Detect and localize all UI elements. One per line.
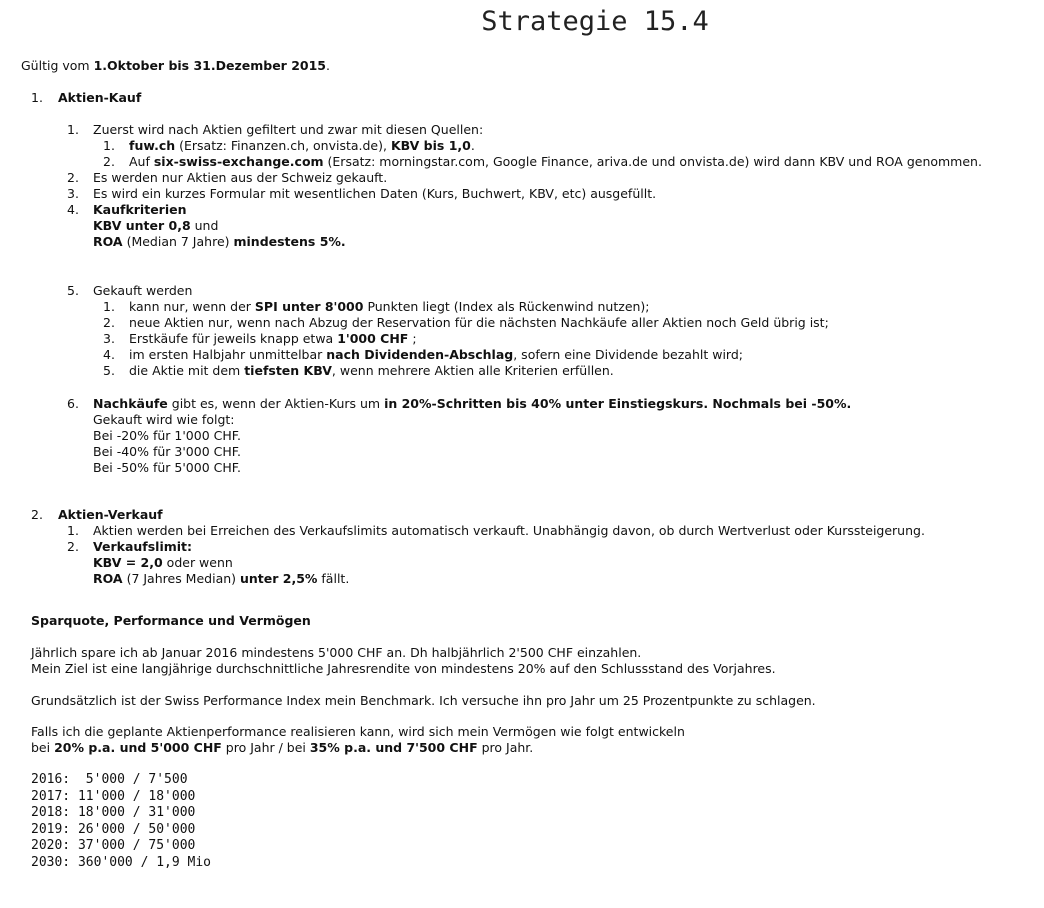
sell-limit-kbv: KBV = 2,0 oder wenn [93, 555, 233, 570]
list-number: 2. [67, 539, 79, 554]
list-number: 5. [67, 283, 79, 298]
page-title: Strategie 15.4 [481, 6, 709, 37]
forecast-row: 2016: 5'000 / 7'500 [31, 772, 188, 787]
list-item-form: Es wird ein kurzes Formular mit wesentlichen Daten (Kurs, Buchwert, KBV, etc) ausgefüllt. [93, 186, 657, 201]
validity-line: Gültig vom 1.Oktober bis 31.Dezember 2015. [21, 58, 330, 73]
list-item-rebuy: Nachkäufe gibt es, wenn der Aktien-Kurs um in 20%-Schritten bis 40% unter Einstiegskurs. Nochmals bei -50%. [93, 396, 852, 411]
section-2-number: 2. [31, 507, 43, 522]
paragraph-forecast-rates: bei 20% p.a. und 5'000 CHF pro Jahr / bei 35% p.a. und 7'500 CHF pro Jahr. [31, 740, 534, 755]
forecast-row: 2020: 37'000 / 75'000 [31, 838, 196, 853]
list-number: 2. [103, 154, 115, 169]
sub-item-lowest-kbv: die Aktie mit dem tiefsten KBV, wenn mehrere Aktien alle Kriterien erfüllen. [129, 363, 614, 378]
forecast-row: 2017: 11'000 / 18'000 [31, 789, 196, 804]
list-number: 1. [67, 523, 79, 538]
list-number: 3. [67, 186, 79, 201]
sub-item-spi: kann nur, wenn der SPI unter 8'000 Punkten liegt (Index als Rückenwind nutzen); [129, 299, 650, 314]
forecast-row: 2019: 26'000 / 50'000 [31, 822, 196, 837]
list-number: 6. [67, 396, 79, 411]
list-number: 1. [103, 299, 115, 314]
paragraph-forecast: Falls ich die geplante Aktienperformance realisieren kann, wird sich mein Vermögen wie folgt entwickeln [31, 724, 685, 739]
sub-item-reservation: neue Aktien nur, wenn nach Abzug der Reservation für die nächsten Nachkäufe aller Aktien noch Geld übrig ist; [129, 315, 829, 330]
list-item-bought: Gekauft werden [93, 283, 193, 298]
rebuy-line: Bei -20% für 1'000 CHF. [93, 428, 241, 443]
section-1-number: 1. [31, 90, 43, 105]
list-item-swiss-only: Es werden nur Aktien aus der Schweiz gekauft. [93, 170, 388, 185]
list-number: 4. [67, 202, 79, 217]
sub-item-first-buy: Erstkäufe für jeweils knapp etwa 1'000 CHF ; [129, 331, 417, 346]
list-item-auto-sell: Aktien werden bei Erreichen des Verkaufslimits automatisch verkauft. Unabhängig davon, ob durch Wertverlust oder Kurssteigerung. [93, 523, 925, 538]
list-number: 1. [67, 122, 79, 137]
sell-limit-roa: ROA (7 Jahres Median) unter 2,5% fällt. [93, 571, 350, 586]
section-2-heading: Aktien-Verkauf [58, 507, 163, 522]
forecast-row: 2018: 18'000 / 31'000 [31, 805, 196, 820]
forecast-row: 2030: 360'000 / 1,9 Mio [31, 855, 212, 870]
paragraph-goal: Mein Ziel ist eine langjährige durchschnittliche Jahresrendite von mindestens 20% auf den Schlussstand des Vorjahres. [31, 661, 776, 676]
list-item-six: Auf six-swiss-exchange.com (Ersatz: morningstar.com, Google Finance, ariva.de und onvista.de) wird dann KBV und ROA genommen. [129, 154, 982, 169]
list-number: 2. [103, 315, 115, 330]
section-3-heading: Sparquote, Performance und Vermögen [31, 613, 311, 628]
list-item-sell-limit: Verkaufslimit: [93, 539, 193, 554]
section-1-heading: Aktien-Kauf [58, 90, 142, 105]
criteria-roa: ROA (Median 7 Jahre) mindestens 5%. [93, 234, 346, 249]
criteria-kbv: KBV unter 0,8 und [93, 218, 219, 233]
list-item-fuw: fuw.ch (Ersatz: Finanzen.ch, onvista.de), KBV bis 1,0. [129, 138, 475, 153]
list-item-criteria-heading: Kaufkriterien [93, 202, 187, 217]
sub-item-dividend: im ersten Halbjahr unmittelbar nach Dividenden-Abschlag, sofern eine Dividende bezahlt wird; [129, 347, 743, 362]
rebuy-line: Bei -50% für 5'000 CHF. [93, 460, 241, 475]
rebuy-line: Bei -40% für 3'000 CHF. [93, 444, 241, 459]
list-item-sources: Zuerst wird nach Aktien gefiltert und zwar mit diesen Quellen: [93, 122, 484, 137]
rebuy-line: Gekauft wird wie folgt: [93, 412, 235, 427]
paragraph-benchmark: Grundsätzlich ist der Swiss Performance Index mein Benchmark. Ich versuche ihn pro Jahr um 25 Prozentpunkte zu schlagen. [31, 693, 816, 708]
list-number: 3. [103, 331, 115, 346]
list-number: 2. [67, 170, 79, 185]
paragraph-savings: Jährlich spare ich ab Januar 2016 mindestens 5'000 CHF an. Dh halbjährlich 2'500 CHF einzahlen. [31, 645, 642, 660]
list-number: 4. [103, 347, 115, 362]
list-number: 5. [103, 363, 115, 378]
list-number: 1. [103, 138, 115, 153]
